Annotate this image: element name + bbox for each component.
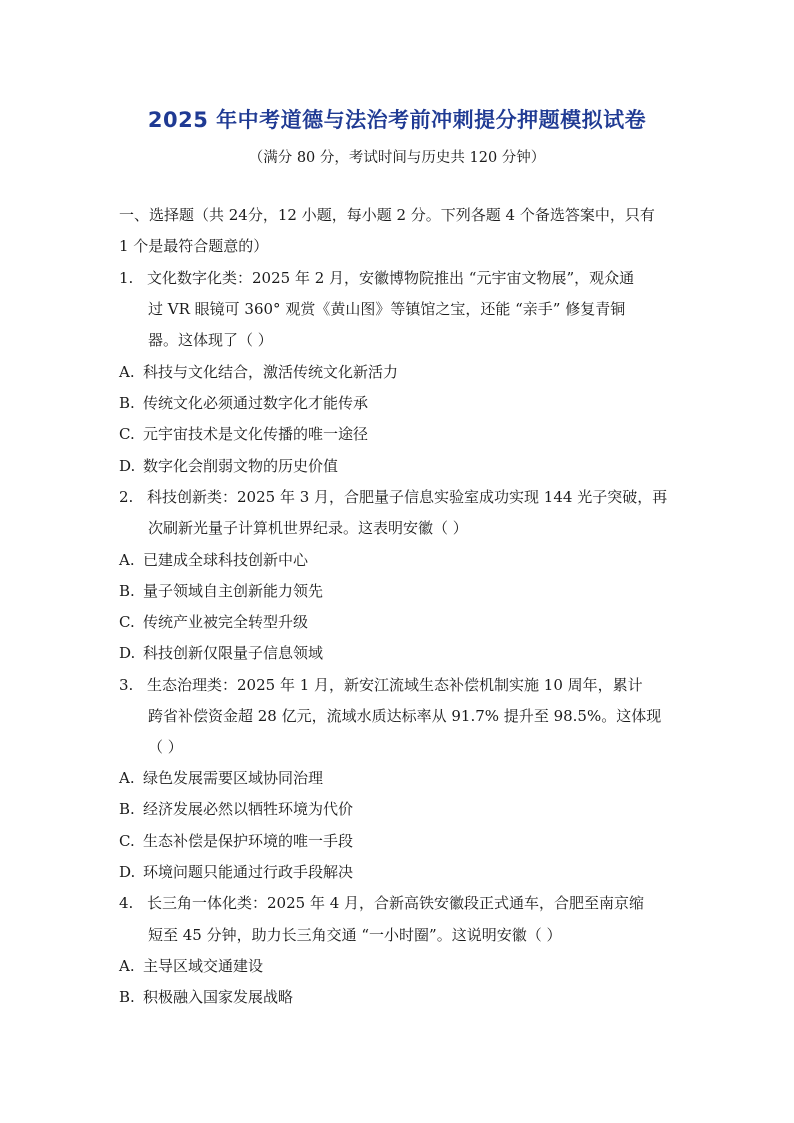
question-text-line: 器。这体现了（ ） xyxy=(148,331,273,349)
option-1a xyxy=(119,362,398,382)
question-text-line: 次刷新光量子计算机世界纪录。这表明安徽（ ） xyxy=(148,519,468,537)
option-text: 元宇宙技术是文化传播的唯一途径 xyxy=(143,425,369,443)
option-letter: A. xyxy=(119,769,135,787)
option-text: 传统文化必须通过数字化才能传承 xyxy=(143,394,369,412)
option-text: 数字化会削弱文物的历史价值 xyxy=(143,457,339,475)
option-text: 经济发展必然以牺牲环境为代价 xyxy=(143,800,354,818)
option-text: 主导区域交通建设 xyxy=(143,957,264,975)
option-3a xyxy=(119,768,323,788)
option-2d xyxy=(119,643,323,663)
option-1b xyxy=(119,393,368,413)
section-heading-line-2: 1 个是最符合题意的） xyxy=(119,237,269,255)
option-text: 环境问题只能通过行政手段解决 xyxy=(143,863,354,881)
option-letter: C. xyxy=(119,832,135,850)
question-text-line: 生态治理类：2025 年 1 月，新安江流域生态补偿机制实施 10 周年，累计 xyxy=(147,676,643,694)
question-number: 4. xyxy=(119,894,134,912)
option-text: 传统产业被完全转型升级 xyxy=(143,613,309,631)
question-3 xyxy=(119,675,643,695)
page-subtitle: （满分 80 分，考试时间与历史共 120 分钟） xyxy=(248,150,546,166)
option-letter: D. xyxy=(119,457,136,475)
question-text-line: 长三角一体化类：2025 年 4 月，合新高铁安徽段正式通车，合肥至南京缩 xyxy=(147,894,645,912)
question-4 xyxy=(119,893,644,913)
option-3b xyxy=(119,799,353,819)
option-letter: D. xyxy=(119,863,136,881)
option-4a xyxy=(119,956,263,976)
option-letter: D. xyxy=(119,644,136,662)
option-text: 生态补偿是保护环境的唯一手段 xyxy=(143,832,354,850)
option-letter: A. xyxy=(119,551,135,569)
question-text-line: 短至 45 分钟，助力长三角交通 “一小时圈”。这说明安徽（ ） xyxy=(148,926,562,944)
option-text: 科技创新仅限量子信息领域 xyxy=(143,644,324,662)
option-letter: B. xyxy=(119,582,135,600)
option-letter: B. xyxy=(119,394,135,412)
option-letter: A. xyxy=(119,957,135,975)
page-title: 2025 年中考道德与法治考前冲刺提分押题模拟试卷 xyxy=(147,108,647,132)
option-3d xyxy=(119,862,353,882)
question-text-line: 过 VR 眼镜可 360° 观赏《黄山图》等镇馆之宝，还能 “亲手” 修复青铜 xyxy=(148,300,626,318)
question-1 xyxy=(119,268,634,288)
option-text: 绿色发展需要区域协同治理 xyxy=(143,769,324,787)
option-letter: B. xyxy=(119,800,135,818)
option-letter: C. xyxy=(119,425,135,443)
option-text: 已建成全球科技创新中心 xyxy=(143,551,309,569)
option-letter: A. xyxy=(119,363,135,381)
option-text: 积极融入国家发展战略 xyxy=(143,988,294,1006)
option-text: 量子领域自主创新能力领先 xyxy=(143,582,324,600)
option-letter: C. xyxy=(119,613,135,631)
option-letter: B. xyxy=(119,988,135,1006)
question-number: 2. xyxy=(119,488,134,506)
section-heading-line-1: 一、选择题（共 24分，12 小题，每小题 2 分。下列各题 4 个备选答案中，只有 xyxy=(119,206,655,224)
option-1c xyxy=(119,424,368,444)
option-2a xyxy=(119,550,308,570)
question-number: 3. xyxy=(119,676,134,694)
option-3c xyxy=(119,831,353,851)
question-2 xyxy=(119,487,667,507)
option-text: 科技与文化结合，激活传统文化新活力 xyxy=(143,363,399,381)
question-text-line: 跨省补偿资金超 28 亿元，流域水质达标率从 91.7% 提升至 98.5%。这体现 xyxy=(148,707,662,725)
option-2b xyxy=(119,581,323,601)
question-text-line: （ ） xyxy=(148,738,183,756)
question-text-line: 文化数字化类：2025 年 2 月，安徽博物院推出 “元宇宙文物展”，观众通 xyxy=(147,269,635,287)
question-text-line: 科技创新类：2025 年 3 月，合肥量子信息实验室成功实现 144 光子突破，再 xyxy=(147,488,668,506)
option-2c xyxy=(119,612,308,632)
question-number: 1. xyxy=(119,269,134,287)
option-4b xyxy=(119,987,293,1007)
option-1d xyxy=(119,456,338,476)
